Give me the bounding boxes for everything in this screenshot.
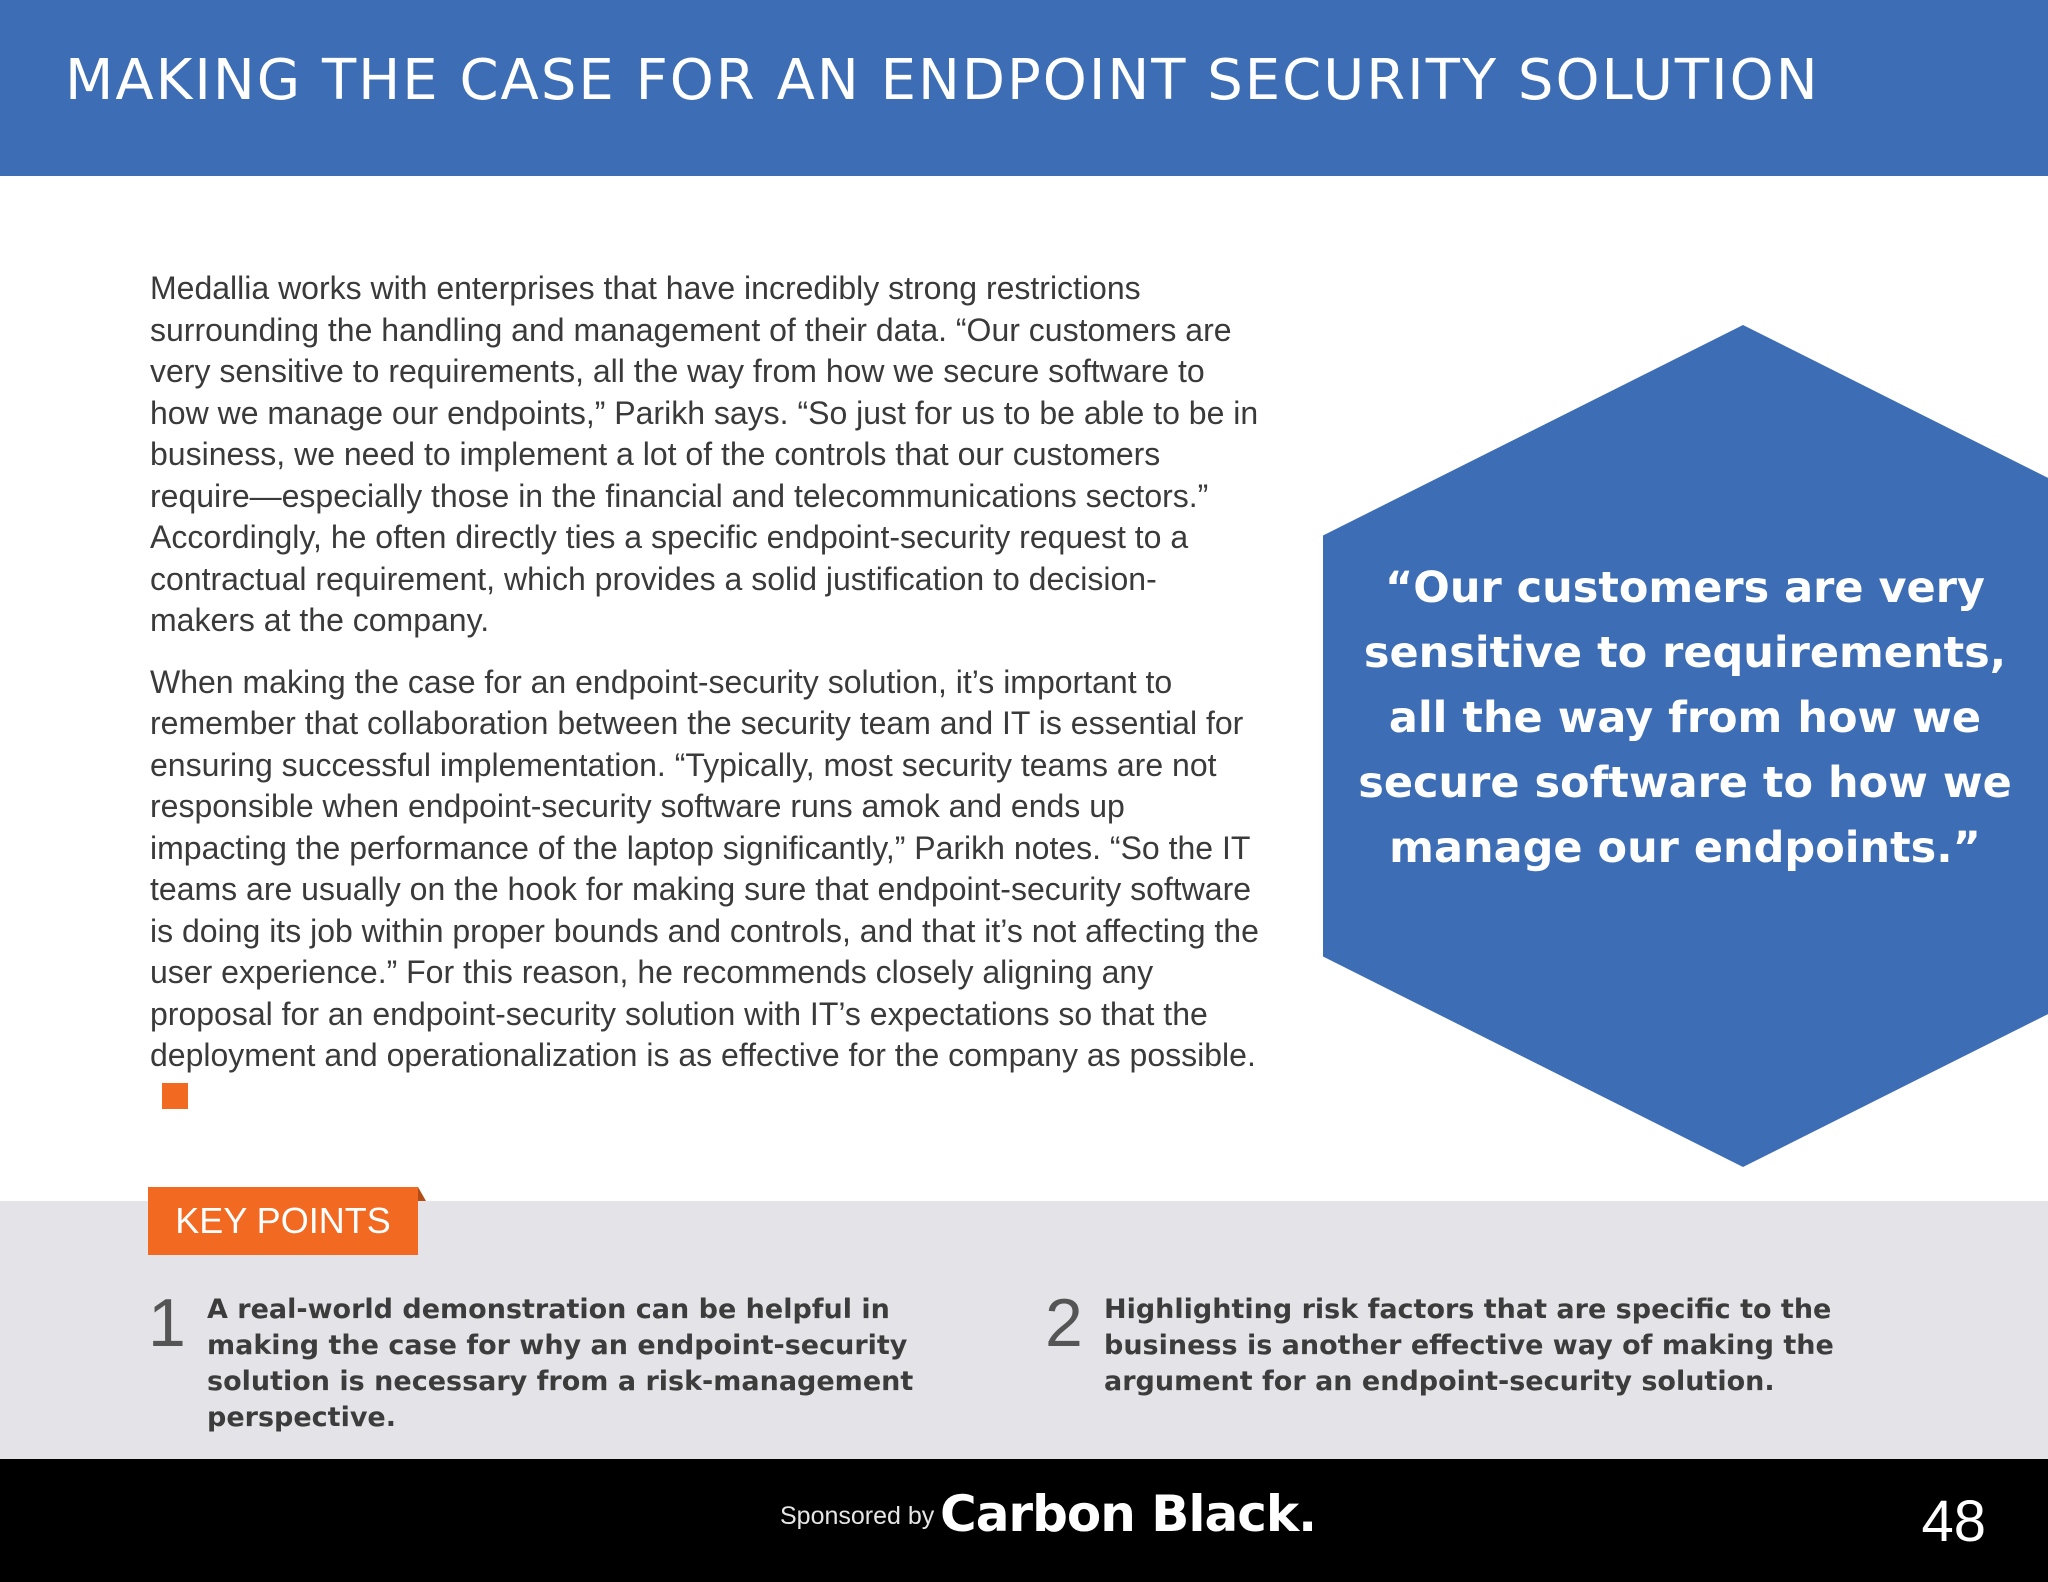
key-point-number: 1 xyxy=(148,1285,186,1361)
key-point-text: A real-world demonstration can be helpful in making the case for why an endpoint-security solution is necessary from a risk-management perspective. xyxy=(207,1294,914,1433)
end-mark-icon xyxy=(162,1083,188,1109)
key-points-tab-fold xyxy=(418,1187,426,1201)
sponsored-by-label: Sponsored by xyxy=(780,1502,935,1530)
page-header xyxy=(0,0,2048,176)
page-number: 48 xyxy=(1921,1489,1986,1554)
key-point-text: Highlighting risk factors that are specific to the business is another effective way of making the argument for an endpoint-security solution. xyxy=(1104,1294,1834,1397)
paragraph-2 xyxy=(150,662,1260,1119)
article-body xyxy=(150,268,1260,1138)
key-point-number: 2 xyxy=(1045,1285,1083,1361)
paragraph-1: Medallia works with enterprises that have incredibly strong restrictions surrounding the handling and management of their data. “Our customers are very sensitive to requirements, all the way from how we secure software to how we manage our endpoints,” Parikh says. “So just for us to be able to be in business, we need to implement a lot of the controls that our customers require—especially those in the financial and telecommunications sectors.” Accordingly, he often directly ties a specific endpoint-security request to a contractual requirement, which provides a solid justification to decision-makers at the company. xyxy=(150,270,1259,638)
sponsor-logo: Carbon Black. xyxy=(940,1485,1317,1543)
key-points-label: KEY POINTS xyxy=(148,1187,418,1255)
pull-quote: “Our customers are very sensitive to requirements, all the way from how we secure software to how we manage our endpoints.” xyxy=(1358,563,2012,873)
paragraph-2-text: When making the case for an endpoint-security solution, it’s important to remember that collaboration between the security team and IT is essential for ensuring successful implementation. “Typically, most security teams are not responsible when endpoint-security software runs amok and ends up impacting the performance of the laptop significantly,” Parikh notes. “So the IT teams are usually on the hook for making sure that endpoint-security software is doing its job within proper bounds and controls, and that it’s not affecting the user experience.” For this reason, he recommends closely aligning any proposal for an endpoint-security solution with IT’s expectations so that the deployment and operationalization is as effective for the company as possible. xyxy=(150,663,1259,1073)
page-title: MAKING THE CASE FOR AN ENDPOINT SECURITY SOLUTION xyxy=(65,48,1820,113)
